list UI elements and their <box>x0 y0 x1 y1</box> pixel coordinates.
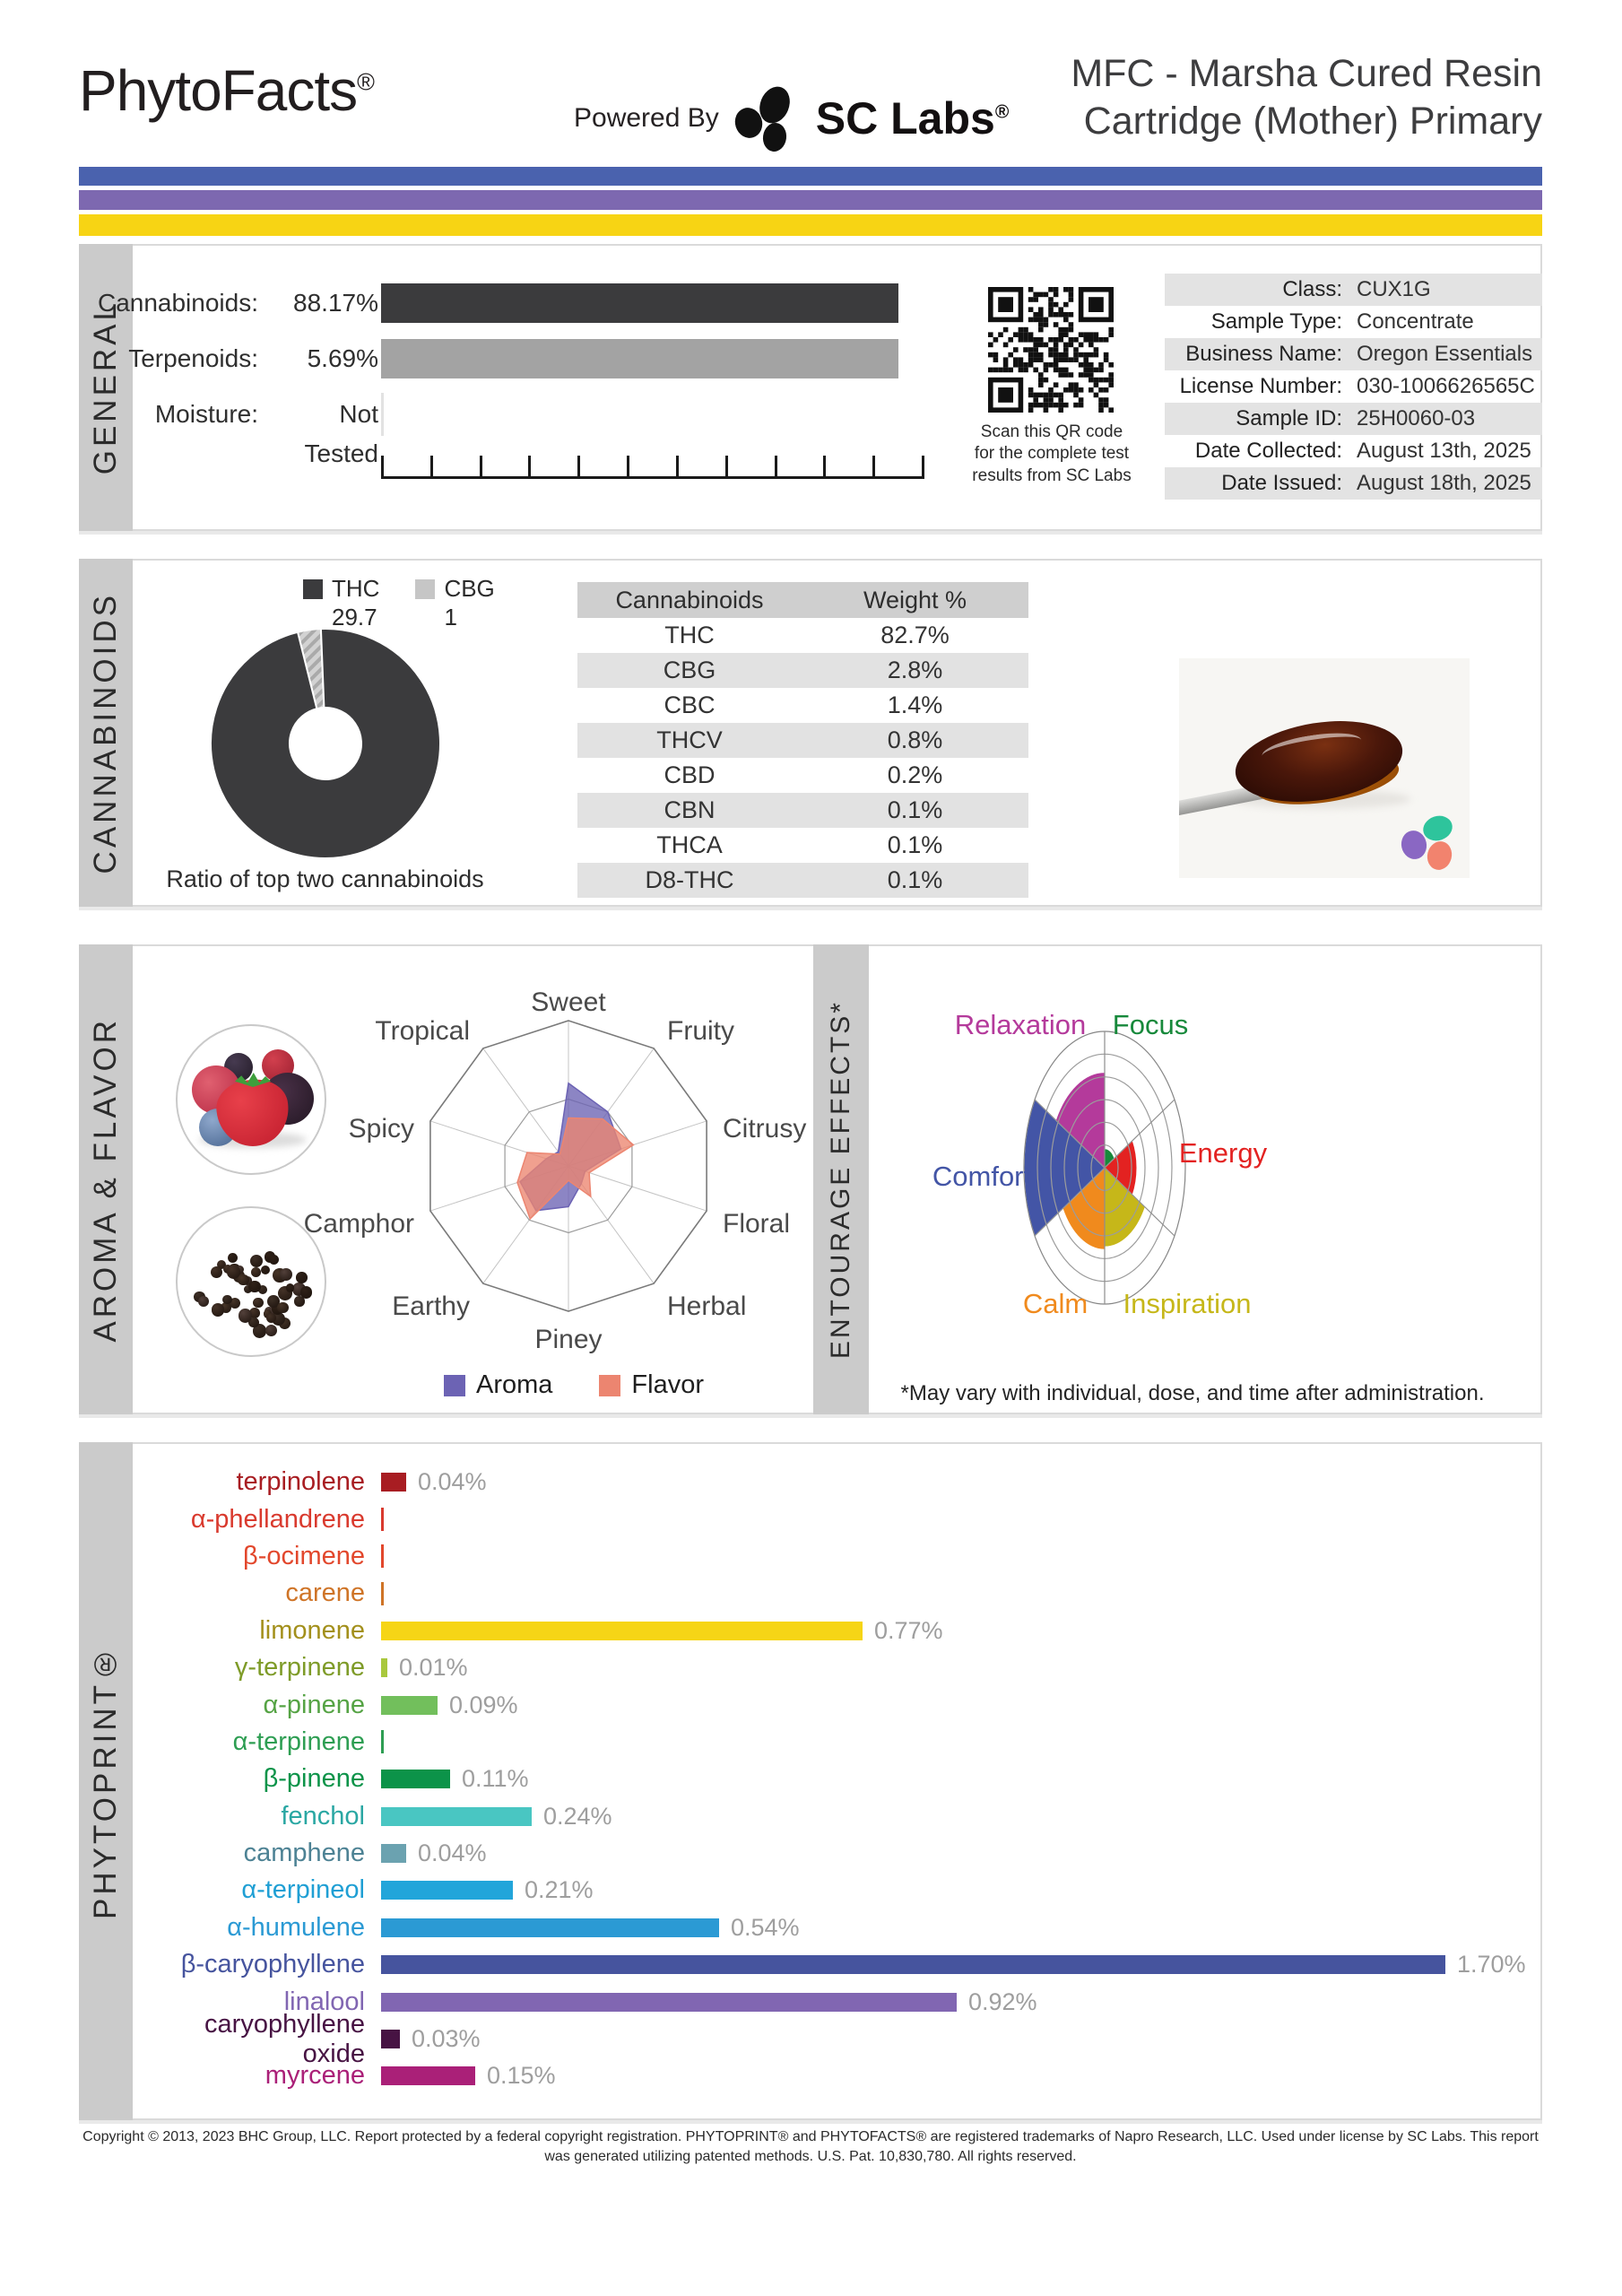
terpene-bar <box>381 1622 863 1640</box>
terpene-name: α-humulene <box>227 1912 365 1942</box>
cannabinoid-name: THCA <box>656 831 723 858</box>
cannabinoid-name: CBD <box>664 761 716 788</box>
cannabinoid-weight: 0.1% <box>887 831 943 858</box>
sample-info-row <box>1165 274 1542 306</box>
terpene-name: caryophyllene oxide <box>204 2009 365 2068</box>
section-phytoprint <box>79 1442 1542 2120</box>
info-label: Business Name: <box>1185 342 1342 366</box>
terpene-value: 0.24% <box>543 1802 612 1830</box>
terpene-value: 0.92% <box>968 1987 1037 2015</box>
product-photo <box>1179 658 1470 878</box>
terpene-name: γ-terpinene <box>234 1653 365 1683</box>
terpene-row <box>136 1686 1526 1723</box>
sample-info-row <box>1165 370 1542 403</box>
terpene-row <box>136 1649 1526 1686</box>
sample-info-row <box>1165 435 1542 467</box>
terpenoids-total-label: Terpenoids: <box>128 344 258 372</box>
cannabinoid-table-row <box>577 793 1028 828</box>
section-label-phytoprint: PHYTOPRINT® <box>79 1442 133 2120</box>
cannabinoids-total-value: 88.17% <box>293 289 378 317</box>
terpene-bar <box>381 1993 957 2012</box>
terpene-name: β-pinene <box>263 1764 365 1794</box>
radar-axis-label: Piney <box>534 1325 603 1354</box>
cannabinoid-table-row <box>577 618 1028 653</box>
copyright-line1: Copyright © 2013, 2023 BHC Group, LLC. Report protected by a federal copyright registration. PHYTOPRINT® and PHYTOFACTS® are registered trademarks of Napro Research, LLC. Used under license by SC Labs. This report <box>82 2129 1539 2144</box>
terpene-name: limonene <box>259 1615 365 1645</box>
scale-ruler <box>381 456 924 479</box>
legend-item-cbg: CBG 1 <box>415 575 494 632</box>
terpene-bar <box>381 1658 387 1677</box>
sample-info-row <box>1165 403 1542 435</box>
terpene-bar <box>381 1955 1445 1974</box>
report-title-line2: Cartridge (Mother) Primary <box>1083 100 1542 144</box>
qr-code <box>988 287 1114 413</box>
terpene-row <box>136 1872 1526 1909</box>
terpene-name: α-phellandrene <box>190 1504 365 1534</box>
info-label: License Number: <box>1179 374 1342 398</box>
effect-label-energy: Energy <box>1178 1137 1268 1169</box>
info-value: Oregon Essentials <box>1357 342 1533 366</box>
terpene-trace-tick <box>381 1582 384 1605</box>
legend-item-flavor: Flavor <box>599 1370 704 1400</box>
stripe-blue <box>79 167 1542 186</box>
registered-mark: ® <box>357 68 374 96</box>
cbg-ratio-value: 1 <box>444 604 457 631</box>
radar-axis-label: Sweet <box>531 987 606 1017</box>
terpene-name: carene <box>285 1578 365 1608</box>
info-value: 25H0060-03 <box>1357 406 1476 430</box>
radar-axis-label: Tropical <box>375 1016 470 1046</box>
moisture-label: Moisture: <box>154 400 258 428</box>
donut-legend <box>303 575 495 632</box>
sclabs-logo-icon <box>735 86 800 151</box>
terpene-bar-chart <box>136 1464 1526 2095</box>
terpenoids-bar <box>381 339 898 378</box>
terpene-row <box>136 1909 1526 1946</box>
terpene-name: α-terpineol <box>241 1875 365 1905</box>
cannabinoid-weight: 0.1% <box>887 796 943 823</box>
terpene-bar <box>381 2030 400 2048</box>
sclabs-dot-coral <box>1425 839 1455 873</box>
info-label: Class: <box>1282 277 1342 301</box>
cannabinoid-table-row <box>577 758 1028 793</box>
radar-axis-label: Spicy <box>348 1114 414 1144</box>
terpene-bar <box>381 2066 475 2085</box>
cannabinoid-name: CBN <box>664 796 716 823</box>
terpene-value: 0.09% <box>449 1691 518 1718</box>
info-value: Concentrate <box>1357 309 1474 334</box>
terpene-trace-tick <box>381 1730 384 1753</box>
terpene-bar <box>381 1918 719 1937</box>
cannabinoid-name: CBG <box>663 657 716 683</box>
powered-by-label: Powered By <box>574 103 719 133</box>
copyright-line2: was generated utilizing patented methods. U.S. Pat. 10,830,780. All rights reserved. <box>544 2148 1077 2164</box>
terpene-row <box>136 1761 1526 1797</box>
cannabinoid-weight: 0.2% <box>887 761 943 788</box>
ruler-tick-cell <box>482 456 532 476</box>
terpene-bar <box>381 1770 450 1788</box>
terpene-row <box>136 1613 1526 1649</box>
info-label: Sample Type: <box>1210 309 1342 334</box>
radar-axis-label: Fruity <box>667 1016 734 1046</box>
terpene-trace-tick <box>381 1544 384 1568</box>
terpene-row <box>136 1500 1526 1537</box>
terpenoids-total-value: 5.69% <box>307 344 378 372</box>
radar-legend <box>403 1370 744 1400</box>
sclabs-wordmark: SC Labs® <box>815 93 1010 144</box>
sample-info-row <box>1165 467 1542 500</box>
entourage-disclaimer: *May vary with individual, dose, and time after administration. <box>900 1381 1485 1405</box>
copyright-footer <box>79 2127 1542 2166</box>
terpene-row <box>136 2057 1526 2094</box>
terpene-trace-tick <box>381 1508 384 1531</box>
section-label-entourage-effects: ENTOURAGE EFFECTS* <box>813 944 869 1414</box>
moisture-empty-bar <box>381 393 384 436</box>
terpene-bar <box>381 1696 438 1715</box>
cannabinoid-table-row <box>577 688 1028 723</box>
info-label: Date Issued: <box>1221 471 1342 495</box>
cannabinoid-name: CBC <box>664 691 716 718</box>
info-value: CUX1G <box>1357 277 1431 301</box>
cannabinoid-table-row <box>577 828 1028 863</box>
terpene-value: 0.01% <box>399 1654 468 1682</box>
legend-item-thc: THC 29.7 <box>303 575 379 632</box>
terpene-row <box>136 1464 1526 1500</box>
info-label: Sample ID: <box>1236 406 1342 430</box>
section-aroma-flavor <box>79 944 1542 1414</box>
effect-label-calm: Calm <box>1022 1288 1089 1319</box>
sample-info-row <box>1165 306 1542 338</box>
ruler-tick-cell <box>629 456 679 476</box>
thc-legend-swatch <box>303 579 323 599</box>
info-value: August 18th, 2025 <box>1357 471 1531 495</box>
section-label-cannabinoids: CANNABINOIDS <box>79 559 133 907</box>
powered-by-sclabs <box>574 86 1009 151</box>
effect-label-comfort: Comfort <box>932 1161 1032 1192</box>
radar-axis-label: Earthy <box>392 1292 470 1321</box>
terpene-bar <box>381 1473 406 1492</box>
terpene-name: terpinolene <box>236 1467 365 1497</box>
terpene-value: 0.15% <box>487 2062 556 2090</box>
ruler-tick-cell <box>826 456 875 476</box>
cannabinoid-table-row <box>577 723 1028 758</box>
terpene-value: 1.70% <box>1457 1951 1526 1979</box>
cannabinoid-table-header: Cannabinoids Weight % <box>577 582 1028 618</box>
legend-item-aroma: Aroma <box>444 1370 552 1400</box>
radar-axis-label: Citrusy <box>723 1114 807 1144</box>
sample-info-row <box>1165 338 1542 370</box>
ruler-tick-cell <box>531 456 580 476</box>
terpene-value: 0.03% <box>412 2025 481 2053</box>
ruler-tick-cell <box>728 456 777 476</box>
stripe-yellow <box>79 214 1542 236</box>
sample-info-table <box>1165 274 1542 500</box>
section-general <box>79 244 1542 531</box>
cannabinoid-name: THCV <box>656 726 723 753</box>
ruler-tick-cell <box>679 456 728 476</box>
info-value: 030-1006626565C <box>1357 374 1535 398</box>
cannabinoid-ratio-donut <box>211 629 440 858</box>
section-cannabinoids <box>79 559 1542 907</box>
terpene-bar <box>381 1807 532 1826</box>
radar-axis-label: Camphor <box>303 1209 414 1239</box>
cannabinoid-weight: 1.4% <box>887 691 943 718</box>
ruler-tick-cell <box>580 456 629 476</box>
cannabinoid-weight: 82.7% <box>880 622 950 648</box>
stripe-purple <box>79 190 1542 210</box>
cannabinoid-weight: 0.8% <box>887 726 943 753</box>
cannabinoid-table-row <box>577 653 1028 688</box>
section-label-aroma-flavor: AROMA & FLAVOR <box>79 944 133 1414</box>
terpene-row <box>136 1835 1526 1872</box>
moisture-value: Not Tested <box>304 400 378 467</box>
terpene-value: 0.11% <box>462 1765 529 1793</box>
donut-caption: Ratio of top two cannabinoids <box>166 865 484 892</box>
terpene-name: fenchol <box>281 1801 365 1831</box>
terpene-row <box>136 1538 1526 1575</box>
terpene-name: α-pinene <box>263 1690 365 1719</box>
effect-label-focus: Focus <box>1112 1009 1189 1040</box>
ruler-tick-cell <box>777 456 827 476</box>
aroma-flavor-radar-chart <box>298 975 845 1370</box>
radar-axis-label: Herbal <box>667 1292 747 1321</box>
terpene-name: myrcene <box>265 2061 365 2091</box>
cannabinoid-table <box>577 582 1028 898</box>
terpene-value: 0.77% <box>874 1616 943 1644</box>
brand-name: PhytoFacts <box>79 58 358 123</box>
cannabinoid-weight: 2.8% <box>887 657 943 683</box>
report-title-line1: MFC - Marsha Cured Resin <box>1071 52 1542 95</box>
cannabinoid-table-row <box>577 863 1028 898</box>
ruler-tick-cell <box>384 456 433 476</box>
cannabinoid-name: D8-THC <box>645 866 734 893</box>
cannabinoids-total-label: Cannabinoids: <box>97 289 258 317</box>
terpene-name: α-terpinene <box>232 1726 365 1756</box>
cannabinoid-weight: 0.1% <box>887 866 943 893</box>
terpene-row <box>136 1575 1526 1612</box>
terpene-name: camphene <box>243 1839 365 1868</box>
phytofacts-logo <box>79 57 374 124</box>
terpene-row <box>136 1798 1526 1835</box>
radar-axis-label: Floral <box>723 1209 791 1239</box>
ruler-tick-cell <box>875 456 924 476</box>
terpene-name: β-caryophyllene <box>180 1950 365 1979</box>
terpene-row <box>136 1724 1526 1761</box>
terpene-value: 0.21% <box>525 1876 594 1904</box>
effect-label-inspiration: Inspiration <box>1123 1288 1252 1319</box>
section-label-general: GENERAL <box>79 244 133 531</box>
effect-label-relaxation: Relaxation <box>954 1009 1087 1040</box>
terpene-row <box>136 2009 1526 2068</box>
ruler-tick-cell <box>433 456 482 476</box>
terpene-value: 0.04% <box>418 1468 487 1496</box>
terpene-name: linalool <box>283 1987 365 2016</box>
info-value: August 13th, 2025 <box>1357 439 1531 463</box>
cbg-legend-swatch <box>415 579 435 599</box>
qr-caption: Scan this QR code for the complete test results from SC Labs <box>972 422 1132 485</box>
report-title <box>1071 50 1542 146</box>
cannabinoids-bar <box>381 283 898 323</box>
terpene-bar <box>381 1844 406 1863</box>
terpene-bar <box>381 1881 513 1900</box>
terpene-name: β-ocimene <box>243 1541 365 1570</box>
thc-ratio-value: 29.7 <box>332 604 377 631</box>
terpene-value: 0.04% <box>418 1839 487 1867</box>
info-label: Date Collected: <box>1194 439 1342 463</box>
terpene-row <box>136 1946 1526 1983</box>
cannabinoid-name: THC <box>664 622 715 648</box>
terpene-value: 0.54% <box>731 1913 800 1941</box>
